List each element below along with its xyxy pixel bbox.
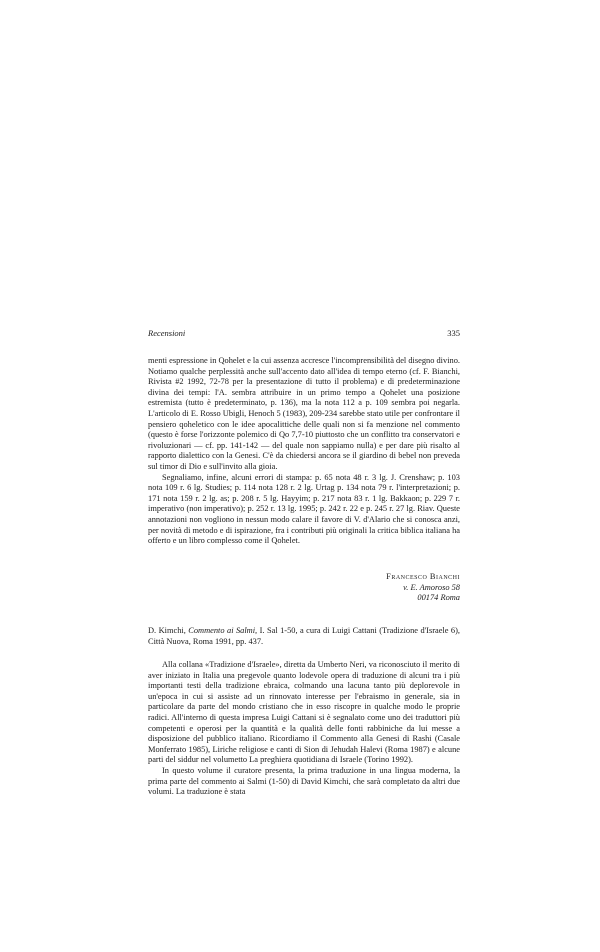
- review-book-title: Commento ai Salmi,: [188, 626, 258, 635]
- review-paragraph: In questo volume il curatore presenta, la prima traduzione in una lingua moderna, la prima parte del commento ai Salmi (1-50) di David Kimchi, che sarà completato da altri due volumi. La traduzione è stata: [148, 765, 460, 797]
- review-book-author: D. Kimchi,: [148, 626, 186, 635]
- article-paragraph: menti espressione in Qohelet e la cui assenza accresce l'incomprensibilità del disegno divino. Notiamo qualche perplessità anche sull'accento dato all'idea di tempo eterno (cf. F. Bianchi, Rivista #2 1992, 72-78 per la presentazione di tutto il problema) e di predeterminazione divina dei tempi: l'A. sembra attribuire in un primo tempo a Qohelet una posizione estremista (tutto è predeterminato, p. 136), ma la nota 112 a p. 109 sembra poi negarla. L'articolo di E. Rosso Ubigli, Henoch 5 (1983), 209-234 sarebbe stato utile per confrontare il pensiero qoheletico con le idee apocalittiche delle quali non si fa menzione nel commento (questo è forse l'orizzonte polemico di Qo 7,7-10 piuttosto che un conflitto tra conservatori e rivoluzionari — cf. pp. 141-142 — del quale non sappiamo nulla) e per dare più risalto al rapporto dialettico con la Genesi. C'è da chiedersi ancora se il giardino di bebel non preveda sul timor di Dio e sull'invito alla gioia.: [148, 356, 461, 471]
- article-paragraph: Segnaliamo, infine, alcuni errori di stampa: p. 65 nota 48 r. 3 lg. J. Crenshaw; p. 103 nota 109 r. 6 lg. Studies; p. 114 nota 128 r. 2 lg. Urtag p. 134 nota 79 r. l'interpretazioni; p. 171 nota 159 r. 2 lg. as; p. 208 r. 5 lg. Hayyim; p. 217 nota 83 r. 1 lg. Bakkaon; p. 229 7 r. imperativo (non imperativo); p. 252 r. 13 lg. 1995; p. 242 r. 22 e p. 245 r. 27 lg. Riav. Queste annotazioni non vogliono in nessun modo calare il favore di V. d'Alario che si conosca anzi, per novità di metodo e di ispirazione, fra i contributi più originali la critica biblica italiana ha offerto e un libro complesso come il Qohelet.: [148, 472, 460, 546]
- article-body: [148, 356, 460, 547]
- review-book-details: I. Sal 1-50, a cura di Luigi Cattani (Tradizione d'Israele 6), Città Nuova, Roma 1991, pp. 437.: [148, 626, 460, 646]
- review-paragraph: Alla collana «Tradizione d'Israele», diretta da Umberto Neri, va riconosciuto il merito di aver iniziato in Italia una pregevole quanto lodevole opera di traduzione di alcuni tra i più importanti testi della tradizione ebraica, colmando una lacuna tanto più deplorevole in un'epoca in cui si assiste ad un rinnovato interesse per l'ebraismo in generale, sia in particolare da parte del mondo cristiano che in esso riscopre in qualche modo le proprie radici. All'interno di questa impresa Luigi Cattani si è segnalato come uno dei traduttori più competenti e operosi per la quantità e la qualità delle fonti rabbiniche da lui messe a disposizione del pubblico italiano. Ricordiamo il Commento alla Genesi di Rashi (Casale Monferrato 1985), Liriche religiose e canti di Sion di Jehudah Halevi (Roma 1987) e alcune parti del siddur nel volumetto La preghiera quotidiana di Israele (Torino 1992).: [148, 660, 460, 765]
- review-body: [148, 660, 460, 798]
- page-number: 335: [447, 328, 460, 338]
- reviewer-signature: [148, 572, 460, 604]
- review-heading: [148, 626, 460, 647]
- running-title: Recensioni: [148, 328, 186, 338]
- reviewer-street: v. E. Amoroso 58: [403, 582, 460, 592]
- reviewer-name: Francesco Bianchi: [386, 572, 460, 581]
- page-header: [148, 328, 460, 342]
- reviewer-city: 00174 Roma: [417, 593, 460, 603]
